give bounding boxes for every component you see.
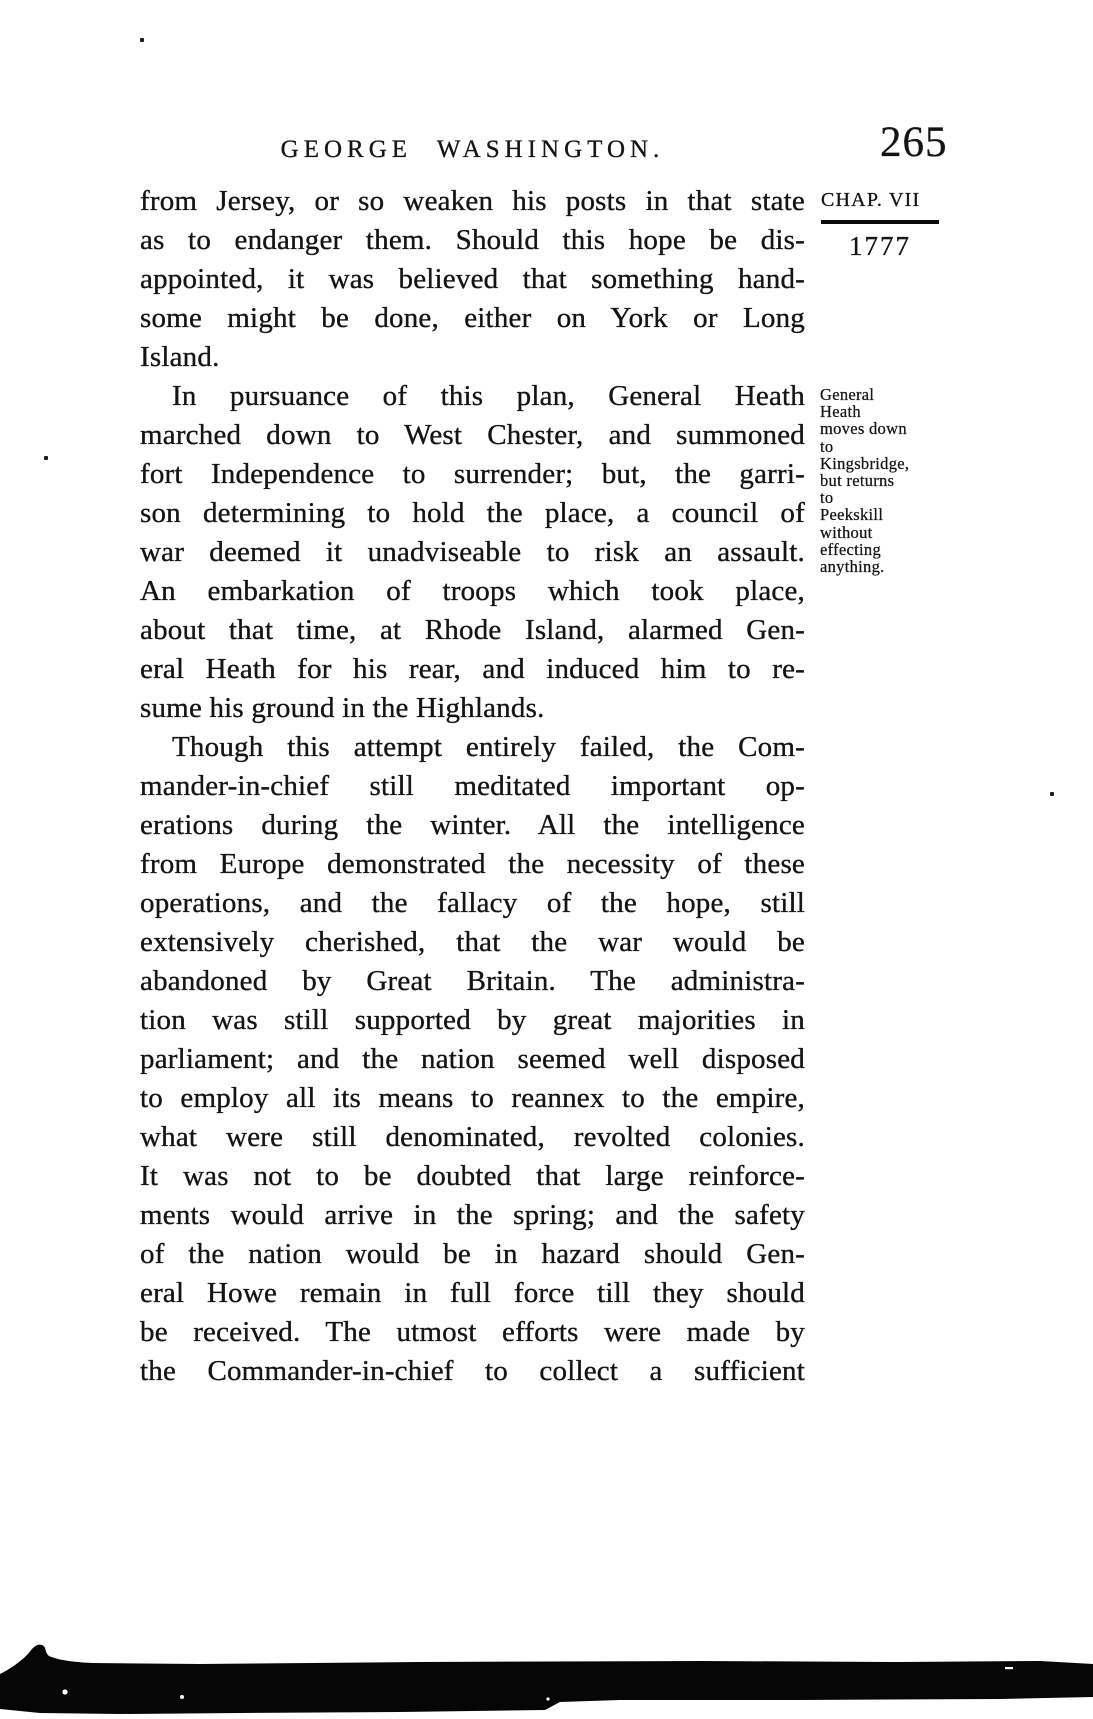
text-line: about that time, at Rhode Island, alarmed Gen- (140, 614, 805, 646)
text-line: erations during the winter. All the intelligence (140, 809, 805, 841)
text-line: to employ all its means to reannex to the empire, (140, 1082, 805, 1114)
text-line: eral Heath for his rear, and induced him to re- (140, 653, 805, 685)
year-label: 1777 (849, 231, 911, 261)
text-line: be received. The utmost efforts were made by (140, 1316, 805, 1348)
text-line: parliament; and the nation seemed well disposed (140, 1043, 805, 1075)
text-line: as to endanger them. Should this hope be dis- (140, 224, 805, 256)
text-line: In pursuance of this plan, General Heath (172, 380, 805, 412)
text-line: war deemed it unadviseable to risk an assault. (140, 536, 805, 568)
running-header: GEORGE WASHINGTON. (280, 136, 665, 163)
text-line: marched down to West Chester, and summoned (140, 419, 805, 451)
margin-note-line: to (820, 436, 834, 456)
text-line: ments would arrive in the spring; and the safety (140, 1199, 805, 1231)
text-line: tion was still supported by great majorities in (140, 1004, 805, 1036)
margin-note-line: to (820, 488, 834, 508)
margin-note (820, 386, 950, 575)
text-line: Island. (140, 341, 220, 373)
text-line: It was not to be doubted that large reinforce- (140, 1160, 805, 1192)
margin-note-line: without (820, 522, 873, 542)
margin-note-line: effecting (820, 539, 882, 559)
text-line: abandoned by Great Britain. The administra- (140, 965, 805, 997)
margin-note-line: Kingsbridge, (820, 453, 910, 473)
text-line: the Commander-in-chief to collect a sufficient (140, 1355, 805, 1387)
text-line: what were still denominated, revolted colonies. (140, 1121, 805, 1153)
text-line: appointed, it was believed that something hand- (140, 263, 805, 295)
text-line: eral Howe remain in full force till they should (140, 1277, 805, 1309)
margin-note-line: General (820, 385, 875, 404)
text-line: from Jersey, or so weaken his posts in that state (140, 185, 805, 217)
text-line: An embarkation of troops which took place, (140, 575, 805, 607)
margin-note-line: Heath (820, 402, 861, 422)
ink-speck (140, 38, 144, 42)
body-text (140, 182, 805, 1391)
ink-speck (1050, 792, 1054, 796)
ink-speck (44, 456, 48, 460)
text-line: operations, and the fallacy of the hope, still (140, 887, 805, 919)
text-line: of the nation would be in hazard should Gen- (140, 1238, 805, 1270)
text-line: mander-in-chief still meditated important op- (140, 770, 805, 802)
text-line: extensively cherished, that the war would be (140, 926, 805, 958)
margin-note-line: Peekskill (820, 505, 884, 525)
text-line: Though this attempt entirely failed, the Com- (172, 731, 805, 763)
margin-note-line: anything. (820, 557, 885, 577)
chapter-rule-divider (821, 220, 939, 224)
margin-note-line: moves down (820, 419, 907, 439)
text-line: son determining to hold the place, a council of (140, 497, 805, 529)
text-line: fort Independence to surrender; but, the garri- (140, 458, 805, 490)
scan-artifact-band (0, 1640, 1093, 1719)
text-line: sume his ground in the Highlands. (140, 692, 545, 724)
page-number: 265 (880, 119, 948, 166)
chapter-label: CHAP. VII (821, 189, 921, 211)
margin-note-line: but returns (820, 471, 895, 491)
text-line: from Europe demonstrated the necessity of these (140, 848, 805, 880)
text-line: some might be done, either on York or Long (140, 302, 805, 334)
